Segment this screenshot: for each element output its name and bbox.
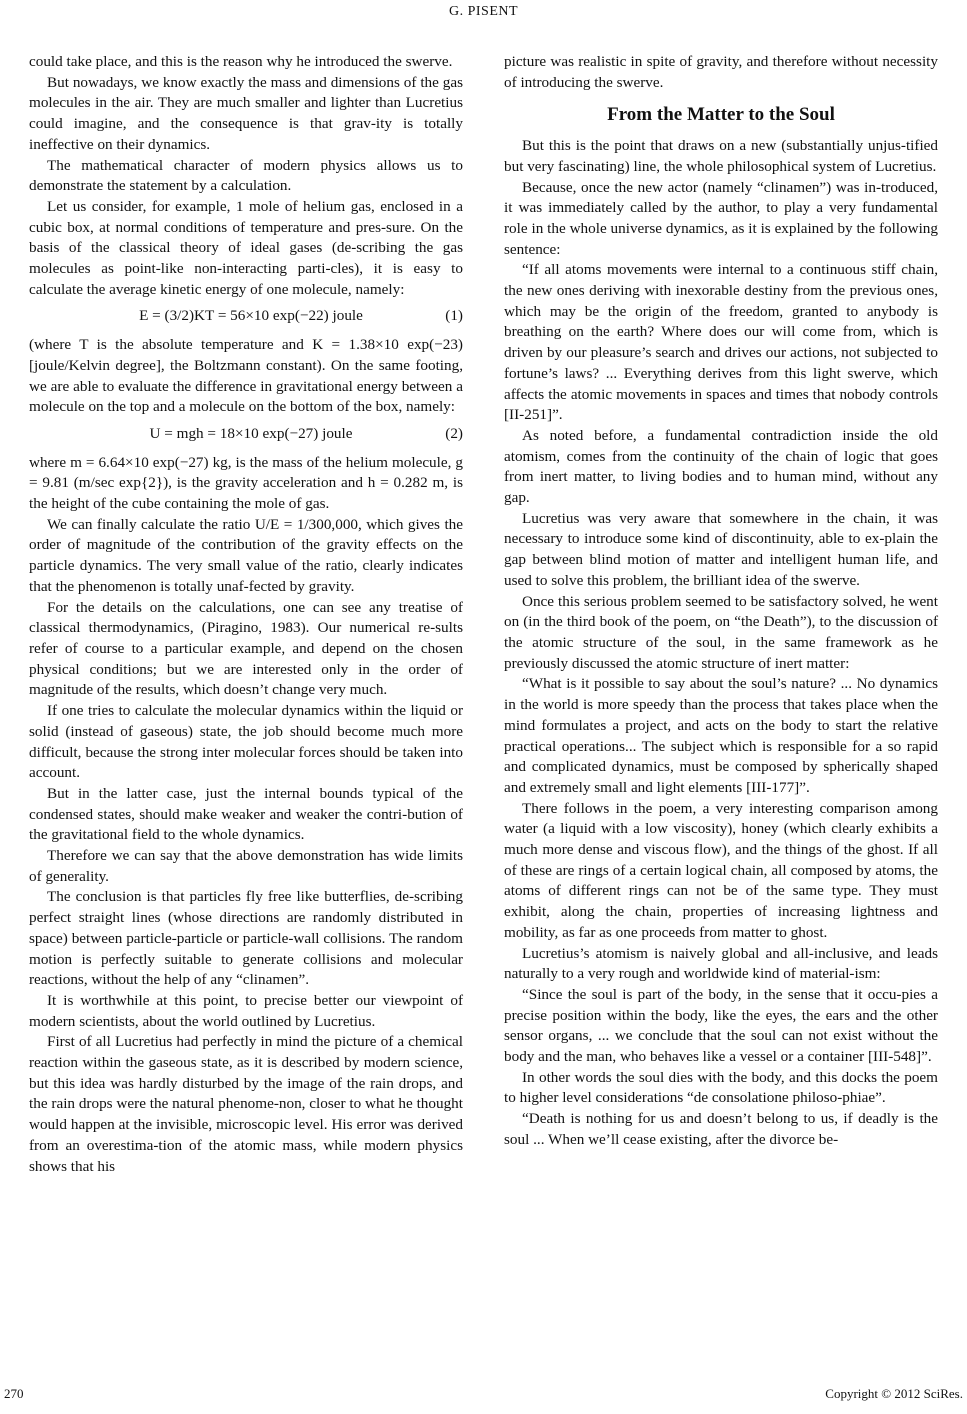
paragraph: For the details on the calculations, one can see any treatise of classical thermodynamics, (Piragino, 1983). Our numerical re-sults refer of course to a particular example, and depend on the chosen physical conditions; but we are interested only in the order of magnitude of the results, which doesn’t change very much. bbox=[29, 598, 463, 699]
paragraph: “Death is nothing for us and doesn’t belong to us, if deadly is the soul ... When we’ll cease existing, after the divorce be- bbox=[504, 1110, 938, 1148]
paragraph: “Since the soul is part of the body, in the sense that it occu-pies a precise position within the body, like the eyes, the ears and the other sensor organs, ... we conclude that the soul can not exist without the body and the man, who behaves like a vessel or a container [III-548]”. bbox=[504, 985, 938, 1066]
equation-2 bbox=[29, 424, 463, 445]
paragraph: Once this serious problem seemed to be satisfactory solved, he went on (in the third book of the poem, on “the Death”), to the discussion of the atomic structure of the soul, in the same framework as he previously discussed the atomic structure of inert matter: bbox=[504, 592, 938, 672]
paragraph: If one tries to calculate the molecular dynamics within the liquid or solid (instead of gaseous) state, the job should become much more difficult, because the strong inter molecular forces should be taken into account. bbox=[29, 702, 463, 782]
equation-number: (1) bbox=[445, 307, 463, 325]
paragraph: Therefore we can say that the above demonstration has wide limits of generality. bbox=[29, 847, 463, 885]
paragraph: The conclusion is that particles fly free like butterflies, de-scribing perfect straight lines (whose directions are randomly distributed in space) between particle-particle or particle-wall collisions. The random motion is perfectly suitable to generate collisions and molecular reactions, without the help of any “clinamen”. bbox=[29, 888, 463, 989]
equation-number: (2) bbox=[445, 424, 463, 442]
paragraph: But nowadays, we know exactly the mass and dimensions of the gas molecules in the air. They are much smaller and lighter than Lucretius could imagine, and the consequence is that grav-ity is totally ineffective on their dynamics. bbox=[29, 73, 463, 153]
page-number: 270 bbox=[4, 1386, 24, 1401]
paragraph: where m = 6.64×10 exp(−27) kg, is the mass of the helium molecule, g = 9.81 (m/sec exp{2}), is the gravity acceleration and h = 0.282 m, is the height of the cube containing the mole of gas. bbox=[29, 453, 463, 513]
right-column bbox=[504, 52, 938, 1151]
paragraph: Lucretius’s atomism is naively global and all-inclusive, and leads naturally to a very rough and worldwide kind of material-ism: bbox=[504, 944, 938, 983]
paragraph: The mathematical character of modern physics allows us to demonstrate the statement by a calculation. bbox=[29, 156, 463, 195]
paragraph: In other words the soul dies with the body, and this docks the poem to higher level considerations “de consolatione philoso-phiae”. bbox=[504, 1068, 938, 1107]
paragraph: As noted before, a fundamental contradiction inside the old atomism, comes from the continuity of the chain of logic that goes from inert matter, to living bodies and to human mind, without any gap. bbox=[504, 426, 938, 507]
paragraph: Lucretius was very aware that somewhere in the chain, it was necessary to introduce some kind of discontinuity, able to ex-plain the gap between blind motion of matter and intelligent human life, and used to solve this problem, the brilliant idea of the swerve. bbox=[504, 509, 938, 589]
paragraph: But in the latter case, just the internal bounds typical of the condensed states, should make weaker and weaker the contri-bution of the gravitational field to the whole dynamics. bbox=[29, 784, 463, 844]
section-heading: From the Matter to the Soul bbox=[607, 104, 835, 126]
left-column bbox=[29, 52, 463, 1177]
equation-1 bbox=[29, 306, 463, 327]
equation-formula: E = (3/2)KT = 56×10 exp(−22) joule bbox=[139, 307, 363, 325]
paragraph: First of all Lucretius had perfectly in mind the picture of a chemical reaction within the gaseous state, as it is described by modern science, but this idea was hardly disturbed by the image of the rain drops, and the rain drops were the natural phenome-non, closer to what he thought would happen at the invisible, microscopic level. His error was derived from an overestima-tion of the atomic mass, while modern physics shows that his bbox=[29, 1033, 463, 1175]
running-header: G. PISENT bbox=[448, 4, 519, 19]
paragraph: picture was realistic in spite of gravity, and therefore without necessity of introducing the swerve. bbox=[504, 53, 938, 91]
paragraph: “If all atoms movements were internal to a continuous stiff chain, the new ones deriving with inexorable destiny from the previous ones, which may be the origin of the freedom, granted to anybody is breathing on the earth? Where does our will come from, which is driven by our pleasure’s search and drives our actions, not subjected to fortune’s laws? ... Everything derives from this light swerve, which affects the atomic movements in spaces and times that nobody controls [II-251]”. bbox=[504, 261, 938, 424]
paragraph: could take place, and this is the reason why he introduced the swerve. bbox=[29, 53, 453, 70]
paragraph: Let us consider, for example, 1 mole of helium gas, enclosed in a cubic box, at normal conditions of temperature and pres-sure. On the basis of the classical theory of ideal gases (de-scribing the gas molecules as point-like non-interacting parti-cles), it is easy to calculate the average kinetic energy of one molecule, namely: bbox=[29, 197, 463, 298]
paragraph: “What is it possible to say about the soul’s nature? ... No dynamics in the world is more speedy than the process that takes place when the mind formulates a project, and acts on the body to start the relative practical operations... The subject which is responsible for a so rapid and complicated dynamics, must be composed by spherically shaped and extremely small and light elements [III-177]”. bbox=[504, 675, 938, 796]
copyright: Copyright © 2012 SciRes. bbox=[825, 1386, 963, 1401]
paragraph: We can finally calculate the ratio U/E = 1/300,000, which gives the order of magnitude of the contribution of the gravity effects on the particle dynamics. The very small value of the ratio, clearly indicates that the phenomenon is totally unaf-fected by gravity. bbox=[29, 515, 463, 595]
paragraph: It is worthwhile at this point, to precise better our viewpoint of modern scientists, about the world outlined by Lucretius. bbox=[29, 991, 463, 1030]
equation-formula: U = mgh = 18×10 exp(−27) joule bbox=[149, 424, 353, 442]
paragraph: (where T is the absolute temperature and K = 1.38×10 exp(−23) [joule/Kelvin degree], the Boltzmann constant). On the same footing, we are able to evaluate the difference in gravitational energy between a molecule on the top and a molecule on the bottom of the box, namely: bbox=[29, 336, 463, 416]
paragraph: But this is the point that draws on a new (substantially unjus-tified but very fascinating) line, the whole philosophical system of Lucretius. bbox=[504, 137, 938, 175]
paragraph: Because, once the new actor (namely “clinamen”) was in-troduced, it was immediately called by the author, to play a very fundamental role in the whole universe dynamics, as it is explained by the following sentence: bbox=[504, 178, 938, 258]
paragraph: There follows in the poem, a very interesting comparison among water (a liquid with a low viscosity), honey (which clearly exhibits a much more dense and viscous flow), and the things of the ghost. If all of these are rings of a certain logical chain, all composed by atoms, the atoms of different rings can not be of the same type. They must exhibit, along the chain, properties of increasing lightness and mobility, as far as one proceeds from matter to ghost. bbox=[504, 799, 938, 941]
